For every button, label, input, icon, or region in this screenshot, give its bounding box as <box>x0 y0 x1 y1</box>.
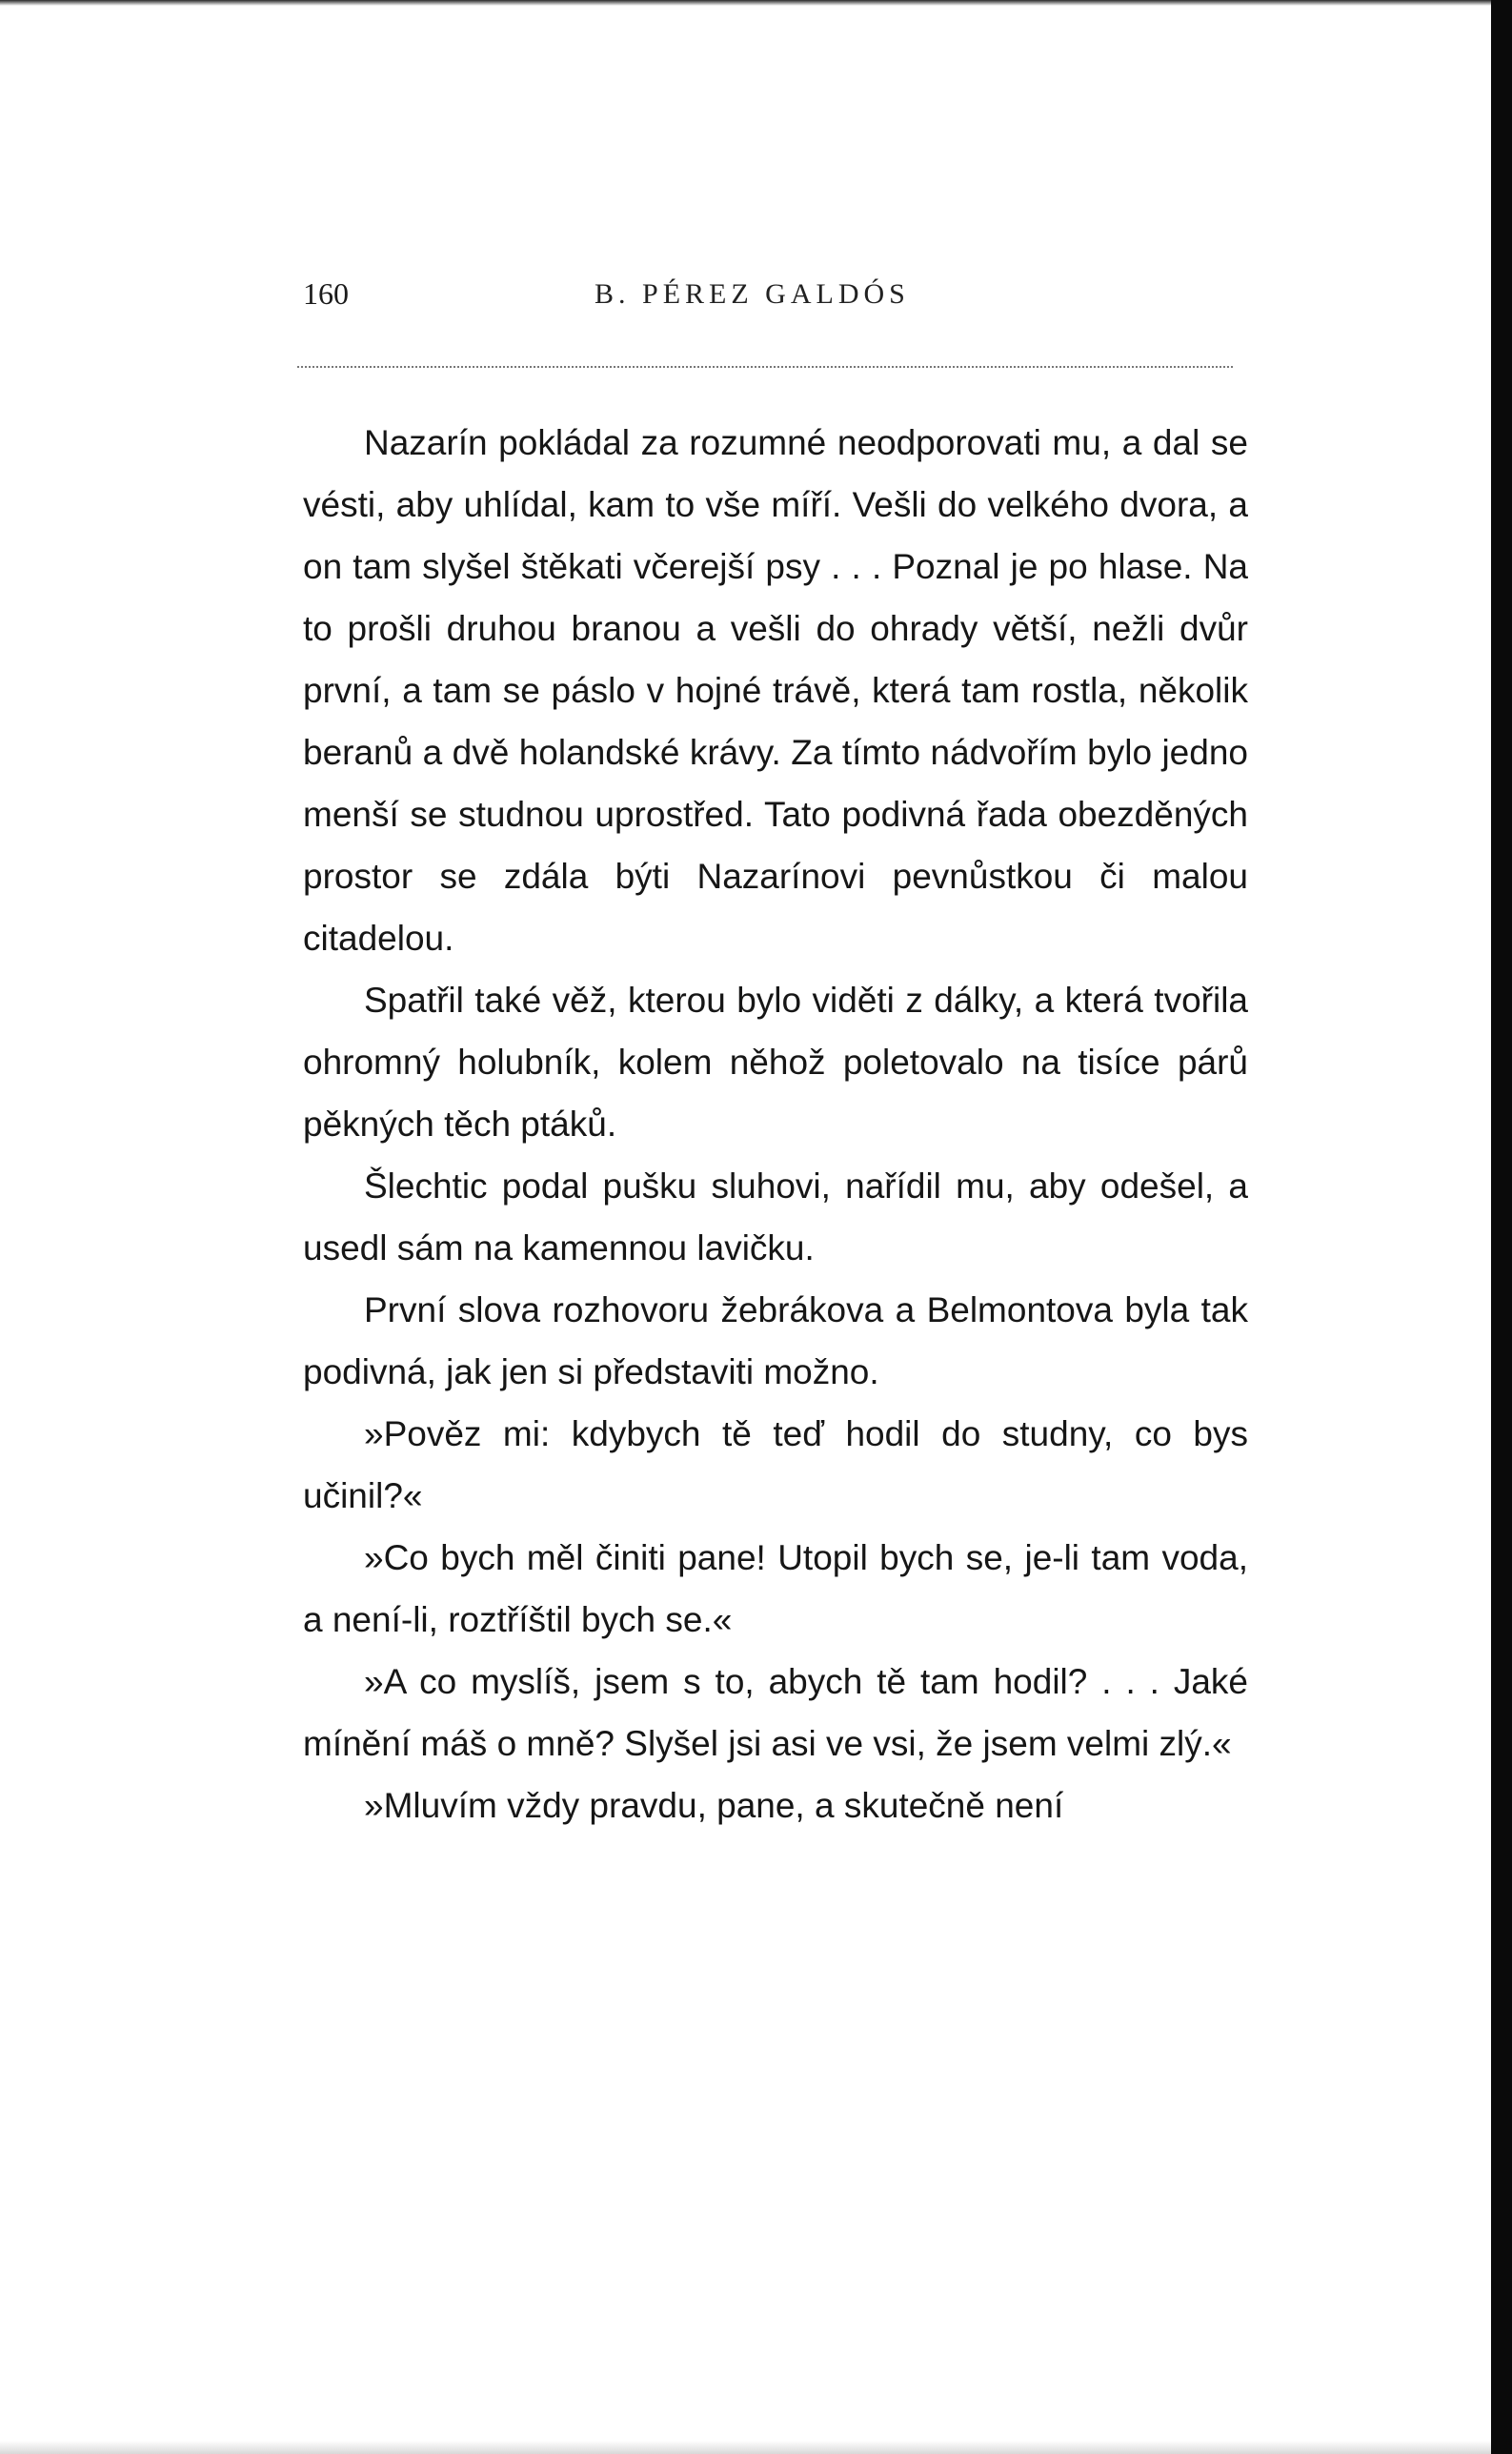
page-number: 160 <box>303 276 349 311</box>
paragraph: »Mluvím vždy pravdu, pane, a skutečně není <box>364 1786 1064 1825</box>
scan-edge-right <box>1491 0 1512 2454</box>
paragraph: Spatřil také věž, kterou bylo viděti z dálky, a která tvořila ohromný holubník, kolem něhož poletovalo na tisíce párů pěkných těch ptáků. <box>303 981 1248 1144</box>
paragraph: Nazarín pokládal za rozumné neodporovati mu, a dal se vésti, aby uhlídal, kam to vše míří. Vešli do velkého dvora, a on tam slyšel štěkati včerejší psy . . . Poznal je po hlase. Na to prošli druhou branou a vešli do ohrady větší, nežli dvůr první, a tam se páslo v hojné trávě, která tam rostla, několik beranů a dvě holandské krávy. Za tímto nádvořím bylo jedno menší se studnou uprostřed. Tato podivná řada obezděných prostor se zdála býti Nazarínovi pevnůstkou či malou citadelou. <box>303 423 1248 958</box>
paragraph: Šlechtic podal pušku sluhovi, nařídil mu, aby odešel, a usedl sám na kamennou lavičku. <box>303 1166 1248 1268</box>
scan-edge-top <box>0 0 1512 6</box>
paragraph: První slova rozhovoru žebrákova a Belmontova byla tak podivná, jak jen si představiti možno. <box>303 1290 1248 1391</box>
paragraph: »Pověz mi: kdybych tě teď hodil do studny, co bys učinil?« <box>303 1414 1248 1515</box>
scan-edge-bottom <box>0 2441 1491 2454</box>
paragraph: »Co bych měl činiti pane! Utopil bych se, je-li tam voda, a není-li, roztříštil bych se.« <box>303 1538 1248 1639</box>
body-text <box>303 412 1248 1836</box>
paragraph: »A co myslíš, jsem s to, abych tě tam hodil? . . . Jaké mínění máš o mně? Slyšel jsi asi ve vsi, že jsem velmi zlý.« <box>303 1662 1248 1763</box>
running-head: B. PÉREZ GALDÓS <box>595 278 910 310</box>
page-header <box>303 276 1256 324</box>
header-rule <box>297 366 1233 368</box>
